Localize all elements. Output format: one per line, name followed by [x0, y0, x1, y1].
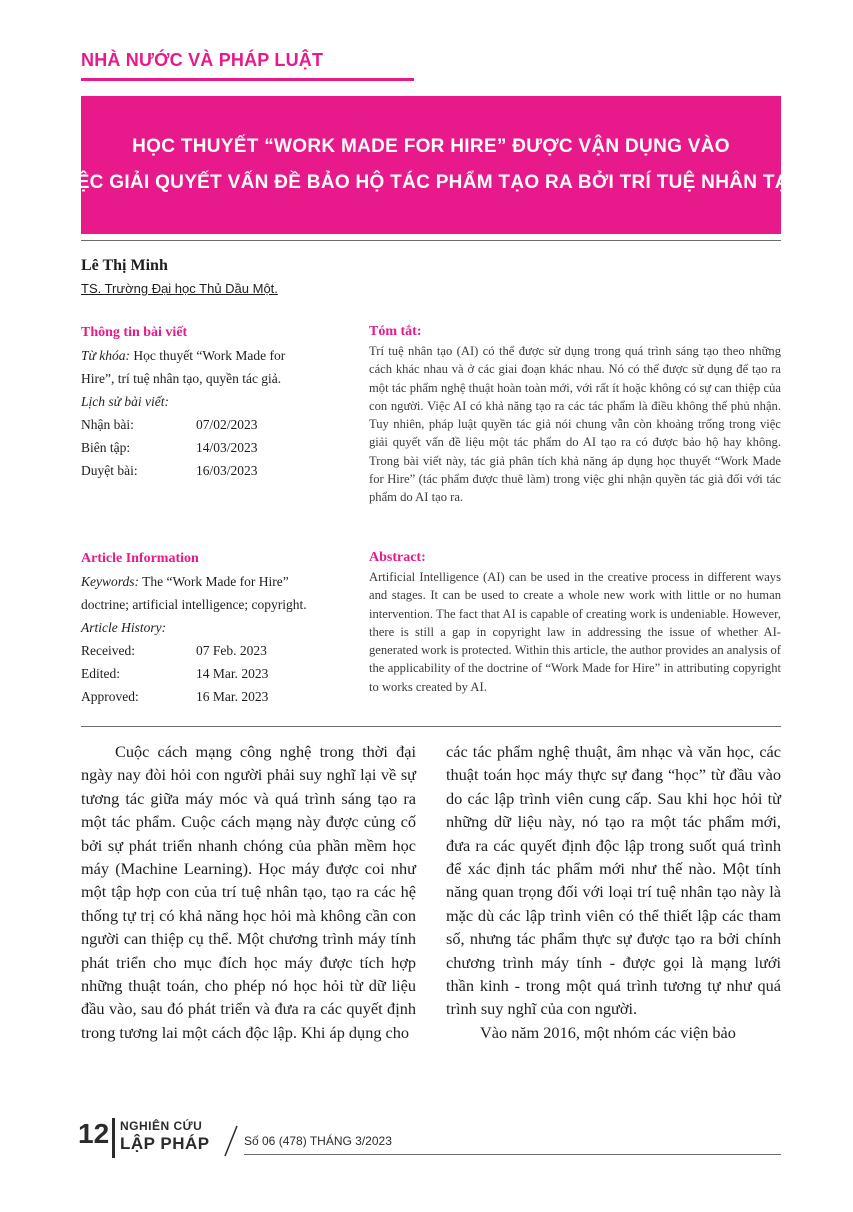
abstract-heading-vi: Tóm tắt:	[369, 324, 422, 339]
keywords-text-vi-2: Hire”, trí tuệ nhân tạo, quyền tác giả.	[81, 371, 282, 386]
body-paragraph: Vào năm 2016, một nhóm các viện bảo	[480, 1022, 736, 1042]
article-title	[58, 96, 804, 234]
history-label-vi: Lịch sử bài viết:	[81, 394, 169, 409]
keywords-text-vi-1: Học thuyết “Work Made for	[133, 348, 286, 363]
title-line-1: HỌC THUYẾT “WORK MADE FOR HIRE” ĐƯỢC VẬN DỤNG VÀO	[132, 136, 730, 157]
article-info-vi	[81, 321, 346, 482]
abstract-vi	[369, 322, 781, 507]
body-paragraph: các tác phẩm nghệ thuật, âm nhạc và văn học, các thuật toán học máy thực sự đang “học” từ đầu vào do các lập trình viên cung cấp. Sau khi học hỏi từ những dữ liệu này, nó tạo ra một tác phẩm mới, đưa ra các quyết định độc lập trong suốt quá trình để xác định tác phẩm mới như thế nào. Một tính năng quan trọng đối với loại trí tuệ nhân tạo này là mặc dù các lập trình viên có thể thiết lập các tham số, nhưng tác phẩm thực sự được tạo ra bởi chính chương trình máy tính - được gọi là mạng lưới thần kinh - trong một quá trình tương tự như quá trình suy nghĩ của con người.	[446, 742, 781, 1019]
body-column-left	[81, 740, 416, 1044]
journal-logo-line2: LẬP PHÁP	[120, 1134, 210, 1153]
history-date: 07/02/2023	[196, 417, 258, 432]
title-line-2: VIỆC GIẢI QUYẾT VẤN ĐỀ BẢO HỘ TÁC PHẨM TẠO RA BỞI TRÍ TUỆ NHÂN TẠO	[58, 172, 804, 193]
history-date: 14/03/2023	[196, 440, 258, 455]
divider	[81, 240, 781, 241]
history-row	[81, 413, 346, 436]
journal-logo-line1: NGHIÊN CỨU	[120, 1119, 203, 1133]
history-date: 07 Feb. 2023	[196, 643, 267, 658]
abstract-text-vi: Trí tuệ nhân tạo (AI) có thể được sử dụng trong quá trình sáng tạo theo những cách khác nhau và ở các giai đoạn khác nhau. Nó có thể được sử dụng để tạo ra một tác phẩm nghệ thuật hoàn toàn mới, với rất ít hoặc không có sự can thiệp của con người. Việc AI có khả năng tạo ra các tác phẩm là điều không thể phủ nhận. Tuy nhiên, pháp luật quyền tác giả nói chung vẫn còn khoảng trống trong việc giải quyết vấn đề liệu một tác phẩm do AI tạo ra có được bảo hộ hay không. Trong bài viết này, tác giả phân tích khả năng áp dụng học thuyết “Work Made for Hire” (tác phẩm được thuê làm) trong việc ghi nhận quyền tác giả đối với tác phẩm do AI tạo ra.	[369, 344, 781, 505]
slash-icon	[222, 1124, 240, 1158]
abstract-heading-en: Abstract:	[369, 550, 426, 565]
body-paragraph: Cuộc cách mạng công nghệ trong thời đại ngày nay đòi hỏi con người phải suy nghĩ lại về sự tương tác giữa máy móc và quá trình sáng tạo ra một tác phẩm. Cuộc cách mạng này được củng cố bởi sự phát triển nhanh chóng của phần mềm học máy (Machine Learning). Học máy được coi như một tập hợp con của trí tuệ nhân tạo, tạo ra các hệ thống tự trị có khả năng học hỏi mà không cần con người can thiệp cụ thể. Một chương trình máy tính phát triển cho mục đích học máy được tích hợp những thuật toán, cho phép nó học hỏi từ dữ liệu đầu vào, sau đó phát triển và đưa ra các quyết định trong tương lai một cách độc lập. Khi áp dụng cho	[81, 742, 416, 1042]
keywords-en	[81, 570, 346, 593]
page-number: 12	[78, 1118, 110, 1149]
history-label: Duyệt bài:	[81, 463, 138, 478]
history-date: 14 Mar. 2023	[196, 666, 269, 681]
abstract-text-en: Artificial Intelligence (AI) can be used in the creative process in different ways and stages. It can be used to create a whole new work with little or no human intervention. The fact that AI is capable of creating work is undeniable. However, there is still a gap in copyright law in addressing the issue of whether AI-generated work is protected. Within this article, the author provides an analysis of the applicability of the doctrine of “Work Made for Hire” in attributing copyright to works created by AI.	[369, 570, 781, 694]
section-rule	[81, 78, 414, 81]
abstract-en	[369, 548, 781, 696]
history-date: 16 Mar. 2023	[196, 689, 269, 704]
keywords-text-en-2: doctrine; artificial intelligence; copyright.	[81, 597, 307, 612]
author-affiliation: TS. Trường Đại học Thủ Dầu Một.	[81, 281, 278, 296]
keywords-label-en: Keywords:	[81, 574, 139, 589]
history-row	[81, 685, 346, 708]
footer-bar	[112, 1118, 115, 1158]
history-row	[81, 436, 346, 459]
info-heading-vi: Thông tin bài viết	[81, 325, 188, 340]
keywords-label-vi: Từ khóa:	[81, 348, 130, 363]
author-name: Lê Thị Minh	[81, 257, 168, 274]
history-label: Biên tập:	[81, 440, 131, 455]
history-date: 16/03/2023	[196, 463, 258, 478]
history-row	[81, 639, 346, 662]
history-row	[81, 459, 346, 482]
footer-rule	[244, 1154, 781, 1155]
history-label: Received:	[81, 643, 135, 658]
body-column-right	[446, 740, 781, 1044]
keywords-text-en-1: The “Work Made for Hire”	[142, 574, 289, 589]
journal-logo	[120, 1117, 210, 1153]
section-label: NHÀ NƯỚC VÀ PHÁP LUẬT	[81, 50, 324, 70]
divider	[81, 726, 781, 727]
keywords-vi	[81, 344, 346, 367]
history-label: Nhận bài:	[81, 417, 134, 432]
history-label-en: Article History:	[81, 620, 167, 635]
issue-info: Số 06 (478) THÁNG 3/2023	[244, 1134, 392, 1148]
history-label: Approved:	[81, 689, 139, 704]
article-info-en	[81, 547, 346, 708]
history-row	[81, 662, 346, 685]
info-heading-en: Article Information	[81, 551, 199, 566]
history-label: Edited:	[81, 666, 120, 681]
